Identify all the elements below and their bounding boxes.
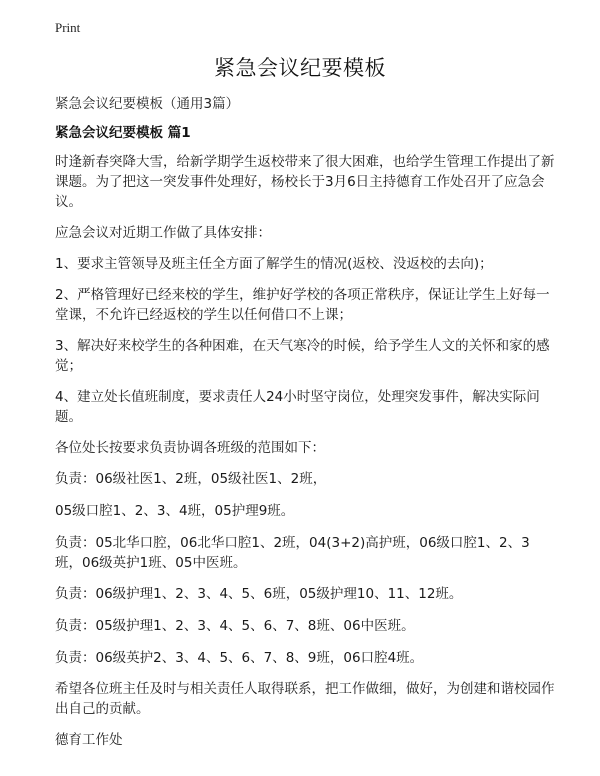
paragraph-arrangement: 应急会议对近期工作做了具体安排： [55,225,271,241]
responsibility-line: 负责：06级护理1、2、3、4、5、6班，05级护理10、11、12班。 [55,586,463,602]
document-body [55,152,555,761]
responsibility-line: 负责：05级护理1、2、3、4、5、6、7、8班、06中医班。 [55,618,415,634]
paragraph-closing: 希望各位班主任及时与相关责任人取得联系，把工作做细，做好，为创建和谐校园作出自己的贡献。 [55,681,555,717]
responsibility-line: 05级口腔1、2、3、4班，05护理9班。 [55,503,295,519]
list-item-1: 1、要求主管领导及班主任全方面了解学生的情况(返校、没返校的去向)； [55,256,493,272]
list-item-2: 2、严格管理好已经来校的学生，维护好学校的各项正常秩序，保证让学生上好每一堂课，不允许已经返校的学生以任何借口不上课； [55,287,550,323]
responsibility-line: 负责：05北华口腔，06北华口腔1、2班，04(3+2)高护班，06级口腔1、2、3班，06级英护1班、05中医班。 [55,535,530,571]
paragraph-intro: 时逢新春突降大雪，给新学期学生返校带来了很大困难，也给学生管理工作提出了新课题。为了把这一突发事件处理好，杨校长于3月6日主持德育工作处召开了应急会议。 [55,154,555,210]
responsibility-line: 负责：06级社医1、2班，05级社医1、2班， [55,471,327,487]
signature: 德育工作处 [55,732,123,748]
list-item-3: 3、解决好来校学生的各种困难，在天气寒冷的时候，给予学生人文的关怀和家的感觉； [55,338,550,374]
section-heading: 紧急会议纪要模板 篇1 [55,125,191,141]
print-label: Print [55,20,81,35]
list-item-4: 4、建立处长值班制度，要求责任人24小时坚守岗位，处理突发事件，解决实际问题。 [55,389,540,425]
responsibility-line: 负责：06级英护2、3、4、5、6、7、8、9班，06口腔4班。 [55,650,424,666]
document-subtitle: 紧急会议纪要模板（通用3篇） [55,96,240,112]
page-title: 紧急会议纪要模板 [214,56,386,80]
paragraph-scope: 各位处长按要求负责协调各班级的范围如下： [55,440,325,456]
